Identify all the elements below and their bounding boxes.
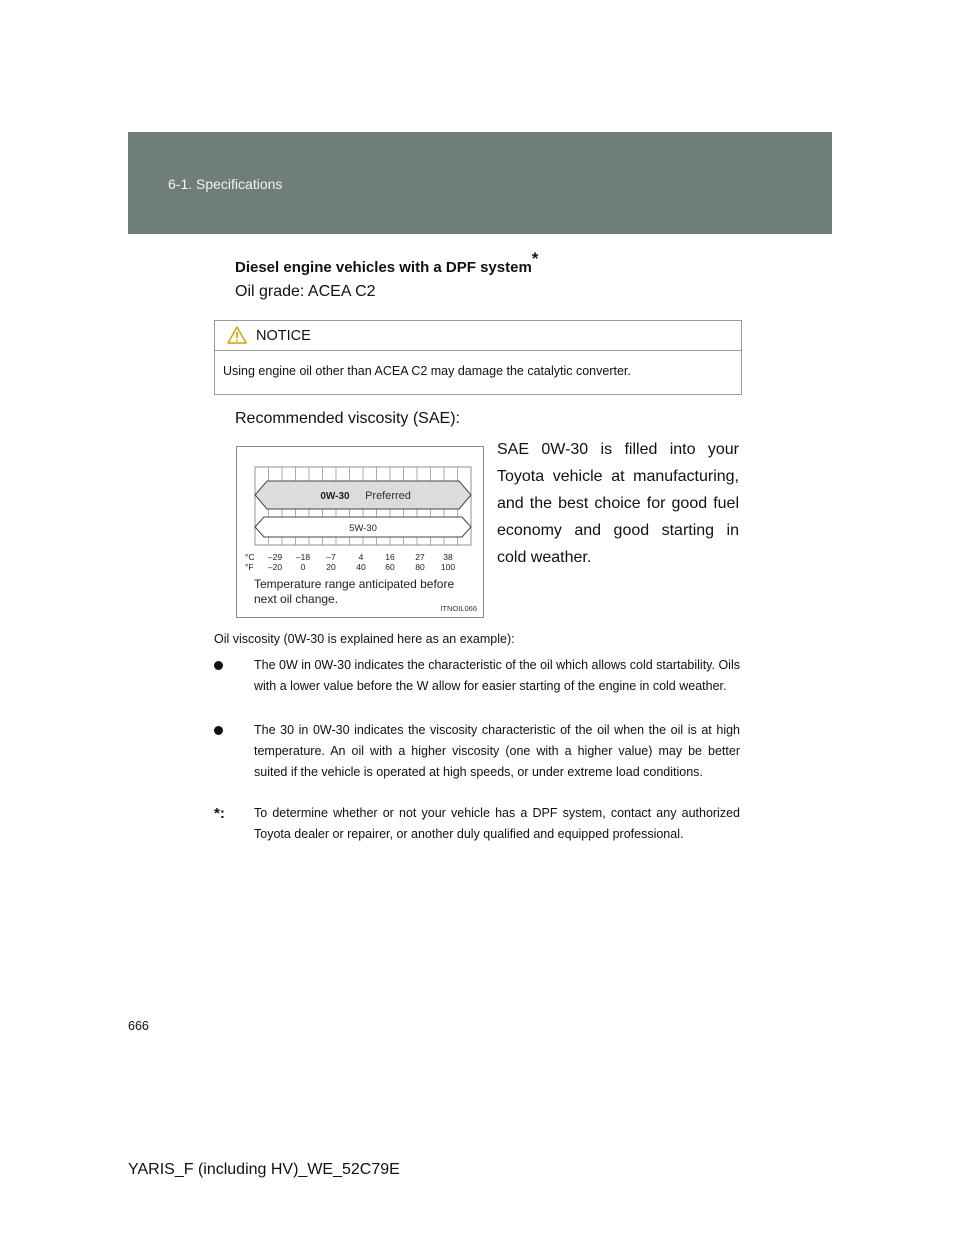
fahrenheit-unit-label: °F	[245, 562, 254, 572]
bar-5w30-grade: 5W-30	[349, 523, 377, 534]
bullet-item	[214, 720, 740, 783]
fill-note: SAE 0W-30 is filled into your Toyota vehicle at manufacturing, and the best choice for good fuel economy and good starting in cold weather.	[497, 441, 739, 566]
celsius-tick-label: 27	[415, 552, 425, 562]
fahrenheit-tick-label: 0	[300, 562, 306, 572]
diagram-code: ITNOIL066	[440, 604, 477, 613]
fahrenheit-ticks	[268, 562, 455, 572]
fahrenheit-tick-label: 20	[326, 562, 336, 572]
notice-header	[215, 321, 741, 351]
viscosity-intro: Oil viscosity (0W-30 is explained here as an example):	[214, 632, 515, 646]
bar-0w30-grade: 0W-30	[320, 491, 350, 502]
heading-asterisk: *	[531, 249, 539, 268]
viscosity-diagram	[236, 446, 484, 618]
fahrenheit-tick-label: 60	[385, 562, 395, 572]
page-number: 666	[128, 1019, 149, 1033]
footnote	[214, 803, 740, 845]
bullet-dot-icon	[214, 661, 223, 670]
heading-text: Diesel engine vehicles with a DPF system	[235, 259, 532, 276]
page-header	[128, 132, 832, 234]
celsius-tick-label: 4	[358, 552, 364, 562]
bullet-item	[214, 655, 740, 697]
recommended-viscosity-label: Recommended viscosity (SAE):	[235, 410, 460, 427]
fahrenheit-tick-label: –20	[267, 562, 283, 572]
bullet-dot-icon	[214, 726, 223, 735]
celsius-tick-label: 16	[385, 552, 395, 562]
celsius-tick-label: –18	[295, 552, 311, 562]
celsius-tick-label: 38	[443, 552, 453, 562]
footnote-text: To determine whether or not your vehicle has a DPF system, contact any authorized Toyota dealer or repairer, or another duly qualified and equipped professional.	[254, 806, 740, 841]
bar-0w30-label: Preferred	[365, 490, 411, 502]
bullet-text: The 30 in 0W-30 indicates the viscosity characteristic of the oil when the oil is at high temperature. An oil with a higher viscosity (one with a higher value) may be better suited if the vehicle is operated at high speeds, or under extreme load conditions.	[254, 723, 740, 779]
celsius-tick-label: –29	[267, 552, 283, 562]
section-title: 6-1. Specifications	[168, 176, 283, 192]
notice-box	[214, 320, 742, 395]
heading	[235, 249, 539, 276]
diagram-caption-line1: Temperature range anticipated before	[254, 577, 455, 591]
celsius-ticks	[268, 552, 453, 562]
footnote-mark: *:	[214, 805, 225, 822]
bullet-text: The 0W in 0W-30 indicates the characteristic of the oil which allows cold startability. Oils with a lower value before the W allow for easier starting of the engine in cold weather.	[254, 658, 740, 693]
fahrenheit-tick-label: 100	[440, 562, 456, 572]
warning-triangle-icon	[227, 326, 247, 349]
celsius-unit-label: °C	[245, 552, 255, 562]
diagram-caption-line2: next oil change.	[254, 592, 339, 606]
fahrenheit-tick-label: 80	[415, 562, 425, 572]
fahrenheit-tick-label: 40	[356, 562, 366, 572]
oil-grade: Oil grade: ACEA C2	[235, 283, 376, 300]
notice-title: NOTICE	[256, 328, 311, 344]
document-id: YARIS_F (including HV)_WE_52C79E	[128, 1161, 400, 1178]
notice-text: Using engine oil other than ACEA C2 may damage the catalytic converter.	[223, 364, 631, 378]
bar-0w30-arrow	[255, 481, 471, 509]
celsius-tick-label: –7	[326, 552, 336, 562]
